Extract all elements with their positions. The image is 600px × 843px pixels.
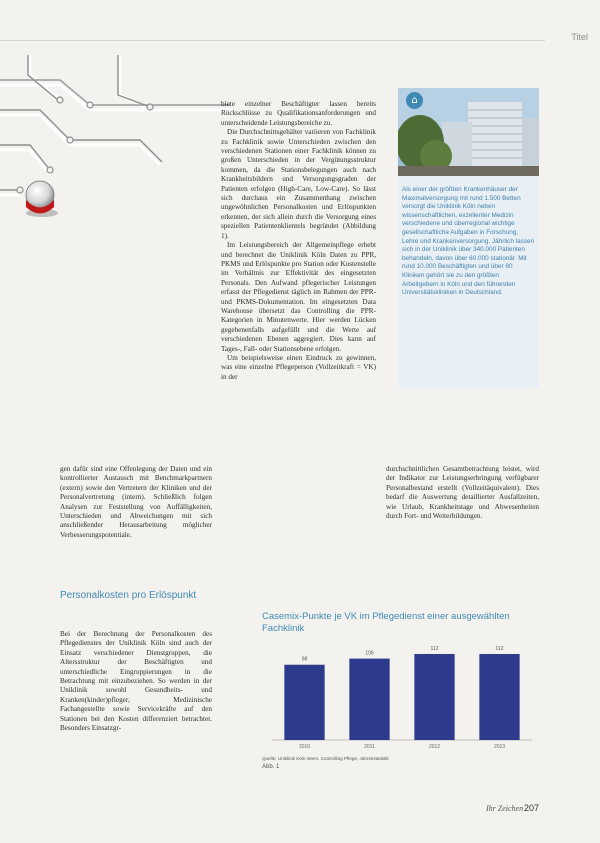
- data-label: 112: [430, 645, 439, 652]
- body-text-column-2: [221, 100, 376, 382]
- paragraph: Die Durchschnittsgehälter variieren von Fachklinik zu Fachklinik sowie Unterschieden zwischen den verschiedenen Stationen einer Fachklinik können zu großen Unterschieden in der Vergütungsstruktur kommen, da die Stationsbelegungen auch nach Krankheitsbildern und Versorgungsgraden der Patienten erfolgen (High-Care, Low-Care). So lässt sich durchaus ein Zusammenhang zwischen ungewöhnlichen Personalkosten und Erlöspunkten erkennen, der sich allein durch die Versorgung eines speziellen Patientenklientels begründet (Abbildung 1).: [221, 128, 376, 240]
- info-sidebar: [398, 88, 539, 388]
- bar-2013: [479, 654, 519, 740]
- bar-2010: [284, 665, 324, 740]
- bar-2011: [349, 659, 389, 740]
- body-text-column-1: [60, 465, 212, 540]
- paragraph: Bei der Berechnung der Personalkosten des Pflegedienstes der Uniklinik Köln sind auch der Einsatz verschiedener Dienstgruppen, die Altersstruktur der Beschäftigten und unterschiedliche Eingruppierungen in die Betrachtung mit einzubeziehen. So werden in der Uniklinik sowohl Gesundheits- und Kranken(kinder)pfleger, Medizinische Fachangestellte sowie Servicekräfte auf den Stationen bei den Kosten differenziert betrachtet. Besonders Einsatzgr-: [60, 630, 212, 733]
- body-text-column-3: [386, 465, 539, 521]
- paragraph: Um beispielsweise einen Eindruck zu gewinnen, was eine einzelne Pflegeperson (Vollzeitkraft = VK) in der: [221, 353, 376, 381]
- x-tick-label: 2011: [364, 744, 375, 750]
- paragraph: biete einzelner Beschäftigter lassen bereits Rückschlüsse zu Qualifikationsanforderungen und unterscheidende Leistungsbereiche zu.: [221, 100, 376, 127]
- bar-chart: [262, 640, 542, 755]
- data-label: 106: [365, 650, 374, 657]
- paragraph: Im Leistungsbereich der Allgemeinpflege erhebt und berechnet die Uniklinik Köln Daten zu PPR, PKMS und Erlöspunkte pro Station oder Kostenstelle im Verhältnis zur Effektivität des eingesetzten Personals. Den Aufwand pflegerischer Leistungen erfasst der Pflegedienst täglich im Rahmen der PPR- und PKMS-Dokumentation. Im eingesetzten Data Warehouse übersetzt das Controlling die PPR-Kategorien in Minutenwerte. Hier werden Lücken gegebenenfalls aufgefüllt und die Werte auf verschiedenen Ebenen aggregiert. Dies kann auf Tages-, Fall- oder Stationsebene erfolgen.: [221, 241, 376, 353]
- x-tick-label: 2013: [493, 744, 506, 750]
- chart-source: Quelle: Uniklinik Köln intern, Controlling Pflege, Jahresstatistik: [262, 756, 389, 761]
- paragraph: gen dafür sind eine Offenlegung der Daten und ein kontrollierter Austausch mit Benchmarkpartnern (extern) sowie den Vertretern der Kliniken und der Personalvertretung (intern). Schließlich folgen Analysen zur Feststellung von Auffälligkeiten, Unterschieden und Abweichungen mit sich anschließender Herausarbeitung möglicher Verbesserungspotentiale.: [60, 465, 212, 539]
- chart-title: Casemix-Punkte je VK im Pflegedienst einer ausgewählten Fachklinik: [262, 611, 510, 634]
- decorative-network-graphic: [0, 55, 230, 255]
- paragraph: durchschnittlichen Gesamtbetrachtung leistet, wird der Indikator zur Leistungserbringung verfügbarer Personalbestand erstellt (Vollzeitäquivalent). Dies bedarf die Auswertung detaillierter Ausfallzeiten, wie Urlaub, Krankheitstage und Abwesenheiten durch Fort- und Weiterbildungen.: [386, 465, 539, 521]
- header-rule: [0, 40, 545, 41]
- page-number: 207: [524, 803, 540, 813]
- running-title: Titel: [571, 32, 588, 42]
- x-tick-label: 2010: [298, 744, 311, 750]
- body-text-column-1-lower: [60, 630, 212, 733]
- sidebar-text: Als einer der größten Krankenhäuser der Maximalversorgung mit rund 1.500 Betten versorgt die Uniklinik Köln neben wissenschaftlichen, exzellenter Medizin verschiedene und überregional wichtige gesellschaftliche Aufgaben in Forschung, Lehre und Krankenversorgung. Jährlich lassen sich in der Uniklinik über 340.000 Patienten behandeln, davon über 60.000 stationär. Mit rund 10.000 Beschäftigten und über 80 Kliniken gehört sie zu den größten Arbeitgebern in Köln und den führenden Universitätskliniken in Deutschland.: [402, 186, 535, 297]
- data-label: 98: [301, 656, 308, 663]
- journal-name: Ihr Zeichen: [486, 804, 524, 813]
- house-icon: ⌂: [406, 92, 423, 109]
- figure-caption: Abb. 1: [262, 764, 280, 770]
- x-tick-label: 2012: [428, 744, 441, 750]
- data-label: 112: [495, 645, 504, 652]
- section-heading: Personalkosten pro Erlöspunkt: [60, 590, 197, 601]
- bar-2012: [414, 654, 454, 740]
